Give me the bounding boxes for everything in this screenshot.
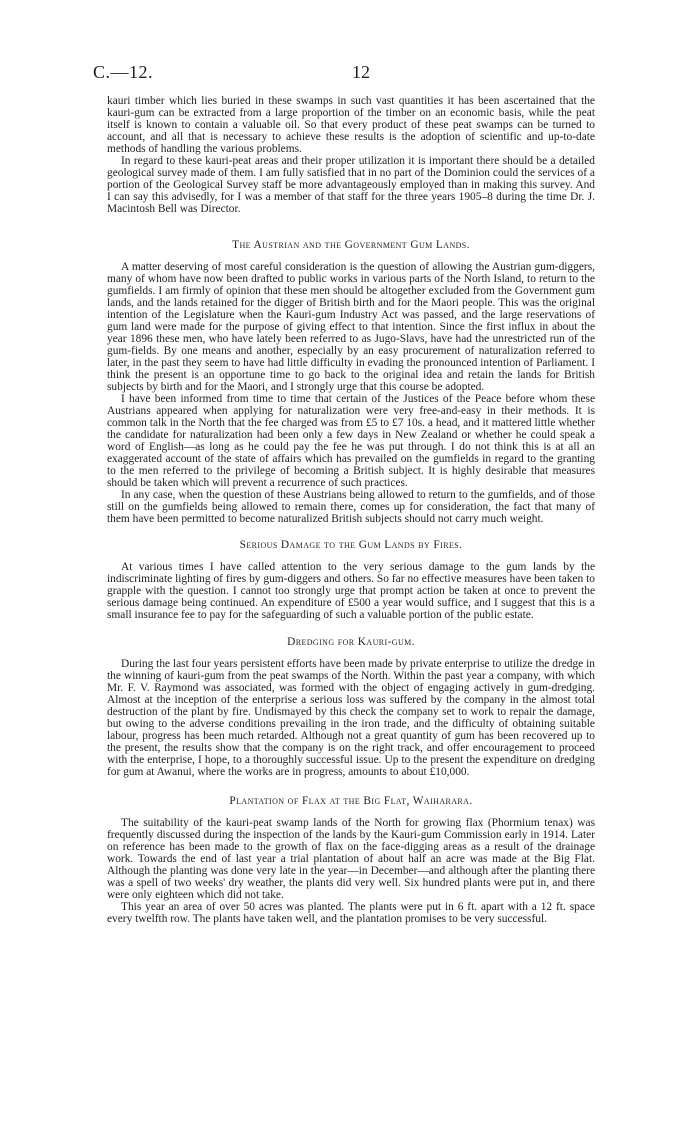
paragraph: In regard to these kauri-peat areas and their proper utilization it is important there should be a detailed geological survey made of them. I am fully satisfied that in no part of the Dominion could the services of a portion of the Geological Survey staff be more advantageously employed than in making this survey. And I can say this advisedly, for I was a member of that staff for the three years 1905–8 during the time Dr. J. Macintosh Bell was Director. [107, 155, 595, 215]
page-number: 12 [352, 62, 370, 82]
paragraph: kauri timber which lies buried in these swamps in such vast quantities it has been ascertained that the kauri-gum can be extracted from a large proportion of the timber on an economic basis, while the peat itself is known to contain a valuable oil. So that every product of these peat swamps can be turned to account, and all that is necessary to achieve these results is the adoption of scientific and up-to-date methods of handling the various problems. [107, 95, 595, 155]
paragraph: The suitability of the kauri-peat swamp lands of the North for growing flax (Phormium tenax) was frequently discussed during the inspection of the lands by the Kauri-gum Commission early in 1914. Later on reference has been made to the growth of flax on the face-digging areas as a result of the drainage work. Towards the end of last year a trial plantation of about half an acre was made at the Big Flat. Although the planting was done very late in the year—in December—and although after the planting there was a spell of two weeks' dry weather, the plants did very well. Six hundred plants were put in, and there were only eighteen which did not take. [107, 817, 595, 901]
paragraph: In any case, when the question of these Austrians being allowed to return to the gumfields, and of those still on the gumfields being allowed to remain there, comes up for consideration, the fact that many of them have been permitted to become naturalized British subjects should not carry much weight. [107, 489, 595, 525]
paragraph: A matter deserving of most careful consideration is the question of allowing the Austrian gum-diggers, many of whom have now been drafted to public works in various parts of the North Island, to return to the gumfields. I am firmly of opinion that these men should be altogether excluded from the Government gum lands, and the lands retained for the digger of British birth and for the Maori people. This was the original intention of the Legislature when the Kauri-gum Industry Act was passed, and the large reservations of gum land were made for the purpose of giving effect to that intention. Since the first influx in about the year 1896 these men, who have lately been referred to as Jugo-Slavs, have had the unrestricted run of the gum-fields. By one means and another, especially by an easy procurement of naturalization referred to later, in the past they seem to have had little difficulty in evading the pronounced intention of Parliament. I think the present is an opportune time to go back to the original idea and retain the lands for British subjects by birth and for the Maori, and I strongly urge that this course be adopted. [107, 261, 595, 393]
paragraph: During the last four years persistent efforts have been made by private enterprise to utilize the dredge in the winning of kauri-gum from the peat swamps of the North. Within the past year a company, with which Mr. F. V. Raymond was associated, was formed with the object of engaging actively in gum-dredging. Almost at the inception of the enterprise a serious loss was suffered by the company in the almost total destruction of the plant by fire. Undismayed by this check the company set to work to repair the damage, but owing to the adverse conditions prevailing in the iron trade, and the difficulty of obtaining suitable labour, progress has been much retarded. Although not a great quantity of gum has been recovered up to the present, the results show that the company is on the right track, and offer encouragement to proceed with the enterprise, I hope, to a thoroughly successful issue. Up to the present the expenditure on dredging for gum at Awanui, where the works are in progress, amounts to about £10,000. [107, 658, 595, 778]
paragraph: This year an area of over 50 acres was planted. The plants were put in 6 ft. apart with a 12 ft. space every twelfth row. The plants have taken well, and the plantation promises to be very successful. [107, 901, 595, 925]
section-heading-dredging: Dredging for Kauri-gum. [287, 636, 415, 648]
report-reference: C.—12. [93, 62, 154, 82]
paragraph: At various times I have called attention to the very serious damage to the gum lands by the indiscriminate lighting of fires by gum-diggers and others. So far no effective measures have been taken to grapple with the question. I cannot too strongly urge that prompt action be taken at once to prevent the serious damage being continued. An expenditure of £500 a year would suffice, and I suggest that this is a small insurance fee to pay for the safeguarding of such a valuable portion of the public estate. [107, 561, 595, 621]
paragraph: I have been informed from time to time that certain of the Justices of the Peace before whom these Austrians appeared when applying for naturalization were very free-and-easy in their methods. It is common talk in the North that the fee charged was from £5 to £7 10s. a head, and it mattered little whether the candidate for naturalization had been only a few days in New Zealand or whether he could speak a word of English—as long as he could pay the fee he was put through. I do not think this is at all an exaggerated account of the state of affairs which has prevailed on the gumfields in regard to the granting to the men referred to the privilege of becoming a British subject. It is highly desirable that measures should be taken which will prevent a recurrence of such practices. [107, 393, 595, 489]
section-heading-austrian-gum-lands: The Austrian and the Government Gum Lands. [232, 239, 470, 251]
document-body [107, 95, 595, 925]
section-heading-fire-damage: Serious Damage to the Gum Lands by Fires. [239, 539, 463, 551]
section-heading-flax-plantation: Plantation of Flax at the Big Flat, Waiharara. [229, 795, 473, 807]
